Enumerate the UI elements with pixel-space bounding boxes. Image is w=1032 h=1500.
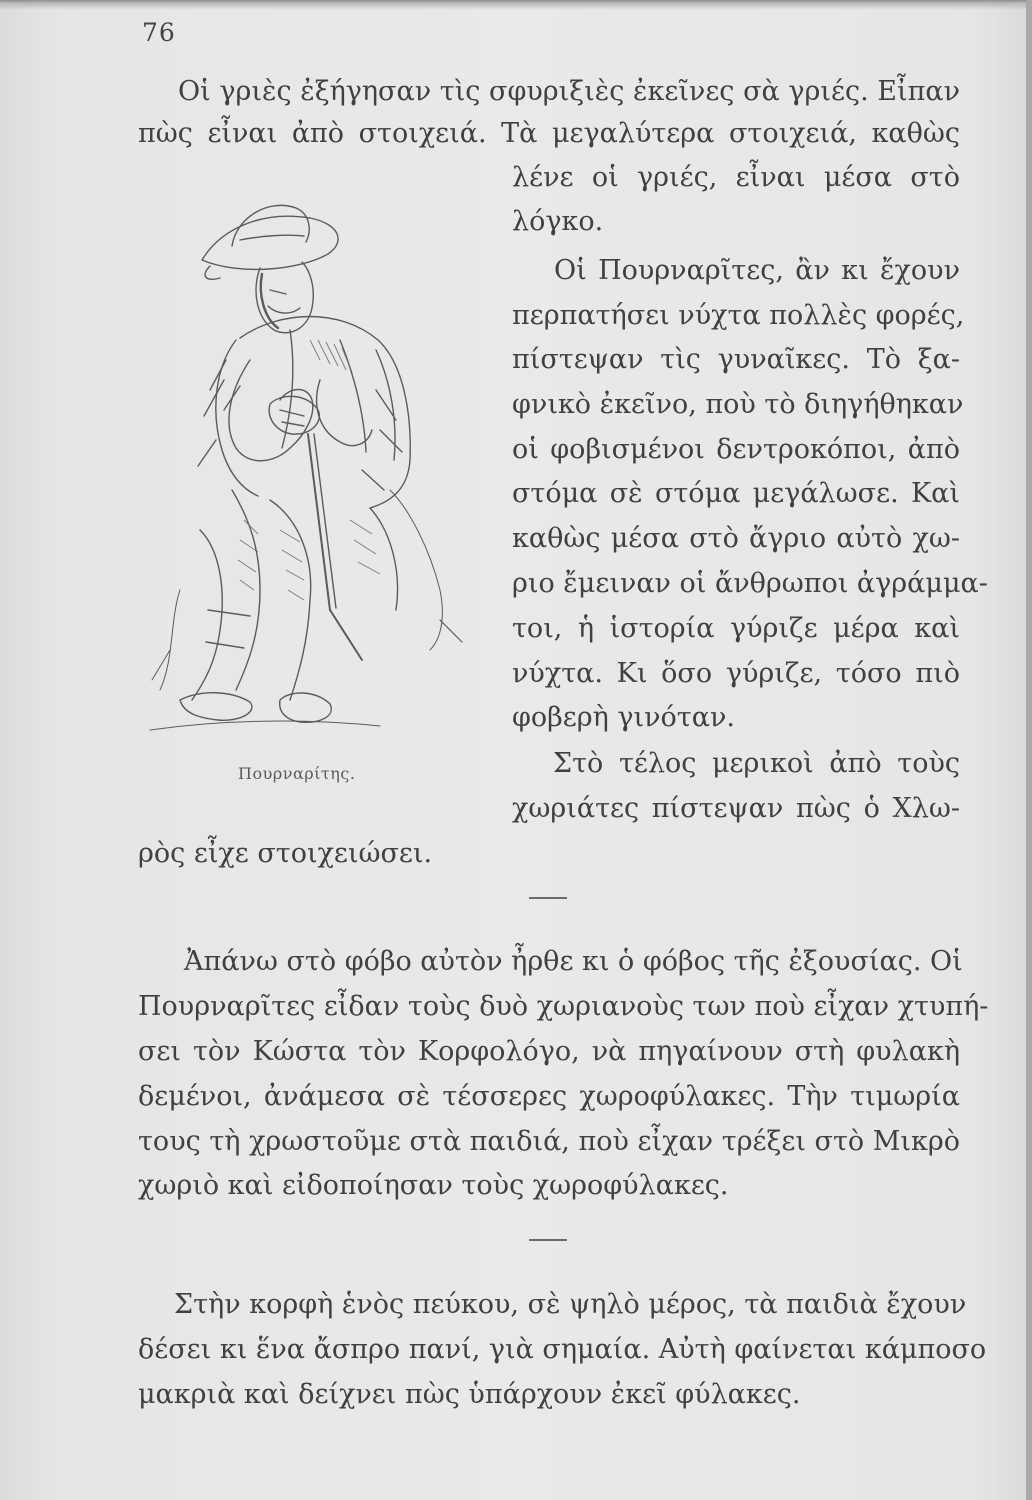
text-line: τοι, ἡ ἱστορία γύριζε μέρα καὶ [512,613,960,644]
scan-top-edge [0,0,1032,10]
text-line: τους τὴ χρωστοῦμε στὰ παιδιά, ποὺ εἶχαν τρέξει στὸ Μικρὸ [138,1126,960,1157]
text-line: χωριάτες πίστεψαν πὼς ὁ Χλω- [512,793,960,824]
text-line: δέσει κι ἕνα ἄσπρο πανί, γιὰ σημαία. Αὐτὴ φαίνεται κάμποσο [138,1334,987,1365]
text-line: φνικὸ ἐκεῖνο, ποὺ τὸ διηγήθηκαν [512,389,964,420]
text-line: φοβερὴ γινόταν. [512,702,735,733]
text-line: περπατήσει νύχτα πολλὲς φορές, [512,300,965,331]
text-line: λόγκο. [512,206,604,237]
text-line: χωριὸ καὶ εἰδοποίησαν τοὺς χωροφύλακες. [138,1170,729,1201]
text-line: Στὴν κορφὴ ἑνὸς πεύκου, σὲ ψηλὸ μέρος, τὰ παιδιὰ ἔχουν [174,1289,967,1320]
text-line: οἱ φοβισμένοι δεντροκόποι, ἀπὸ [512,434,960,465]
text-line: Οἱ Πουρναρῖτες, ἂν κι ἔχουν [554,255,960,286]
text-line: μακριὰ καὶ δείχνει πὼς ὑπάρχουν ἐκεῖ φύλακες. [138,1379,801,1410]
text-line: δεμένοι, ἀνάμεσα σὲ τέσσερες χωροφύλακες. Τὴν τιμωρία [138,1081,960,1112]
text-line: καθὼς μέσα στὸ ἄγριο αὐτὸ χω- [512,523,960,554]
page-number: 76 [142,18,176,47]
section-divider [529,897,567,899]
text-line: λένε οἱ γριές, εἶναι μέσα στὸ [512,162,960,193]
text-line: ριο ἔμειναν οἱ ἄνθρωποι ἀγράμμα- [512,568,988,599]
text-line: πὼς εἶναι ἀπὸ στοιχειά. Τὰ μεγαλύτερα στοιχειά, καθὼς [138,118,960,149]
seated-man-illustration [140,190,480,760]
text-line: Ἀπάνω στὸ φόβο αὐτὸν ἦρθε κι ὁ φόβος τῆς ἐξουσίας. Οἱ [184,946,963,977]
text-line: νύχτα. Κι ὅσο γύριζε, τόσο πιὸ [512,658,960,689]
text-line: Οἱ γριὲς ἐξήγησαν τὶς σφυριξιὲς ἐκεῖνες σὰ γριές. Εἶπαν [178,76,960,107]
text-line: σει τὸν Κώστα τὸν Κορφολόγο, νὰ πηγαίνουν στὴ φυλακὴ [138,1036,960,1067]
text-line: στόμα σὲ στόμα μεγάλωσε. Καὶ [512,478,960,509]
figure-caption: Πουρναρίτης. [238,764,356,783]
text-line: ρὸς εἶχε στοιχειώσει. [138,838,433,869]
text-line: Στὸ τέλος μερικοὶ ἀπὸ τοὺς [553,748,960,779]
section-divider [529,1239,567,1241]
text-line: Πουρναρῖτες εἶδαν τοὺς δυὸ χωριανοὺς των ποὺ εἶχαν χτυπή- [138,991,989,1022]
text-line: πίστεψαν τὶς γυναῖκες. Τὸ ξα- [512,344,960,375]
scan-right-edge [1026,0,1032,1500]
